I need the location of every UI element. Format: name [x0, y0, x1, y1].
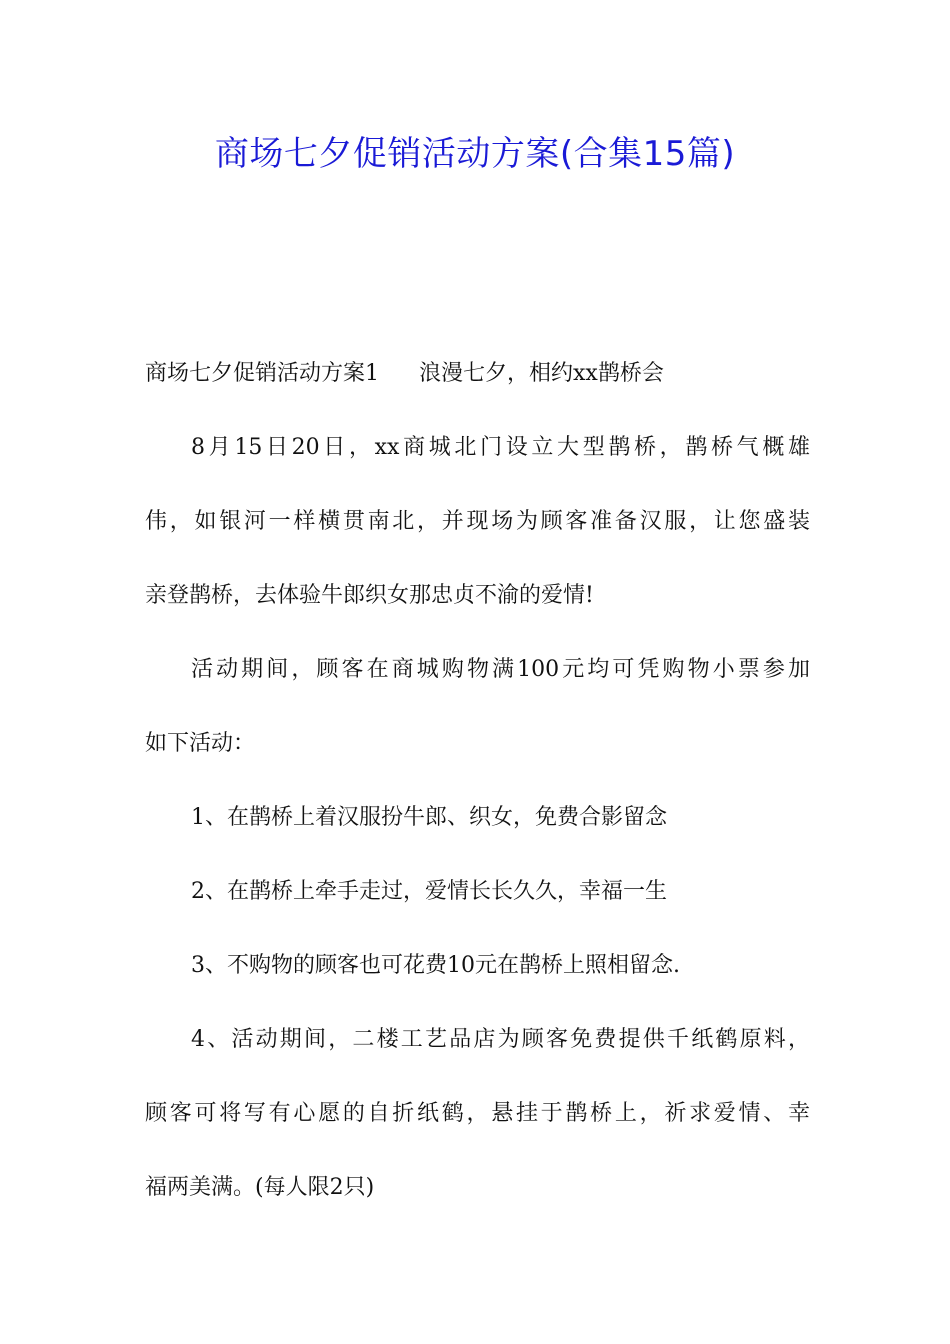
list-item: 4、活动期间，二楼工艺品店为顾客免费提供千纸鹤原料， [191, 1027, 810, 1052]
paragraph-line: 活动期间，顾客在商城购物满100元均可凭购物小票参加 [191, 657, 810, 682]
section-slogan: 浪漫七夕，相约xx鹊桥会 [419, 361, 664, 386]
paragraph-line: 如下活动： [145, 731, 256, 756]
section-heading-line [145, 337, 810, 411]
list-item: 3、不购物的顾客也可花费10元在鹊桥上照相留念. [191, 953, 680, 978]
paragraph-line: 顾客可将写有心愿的自折纸鹤，悬挂于鹊桥上，祈求爱情、幸 [145, 1101, 810, 1126]
list-item: 1、在鹊桥上着汉服扮牛郎、织女，免费合影留念 [191, 805, 667, 830]
list-item: 2、在鹊桥上牵手走过，爱情长长久久，幸福一生 [191, 879, 667, 904]
paragraph-line: 伟，如银河一样横贯南北，并现场为顾客准备汉服，让您盛装 [145, 509, 810, 534]
paragraph-line: 8月15日20日，xx商城北门设立大型鹊桥，鹊桥气概雄 [191, 435, 810, 460]
document-body [145, 337, 810, 1225]
paragraph-line: 福两美满。(每人限2只) [145, 1175, 375, 1200]
section-heading: 商场七夕促销活动方案1 [145, 361, 379, 386]
paragraph-line: 亲登鹊桥，去体验牛郎织女那忠贞不渝的爱情! [145, 583, 594, 608]
document-title: 商场七夕促销活动方案(合集15篇) [214, 134, 736, 174]
